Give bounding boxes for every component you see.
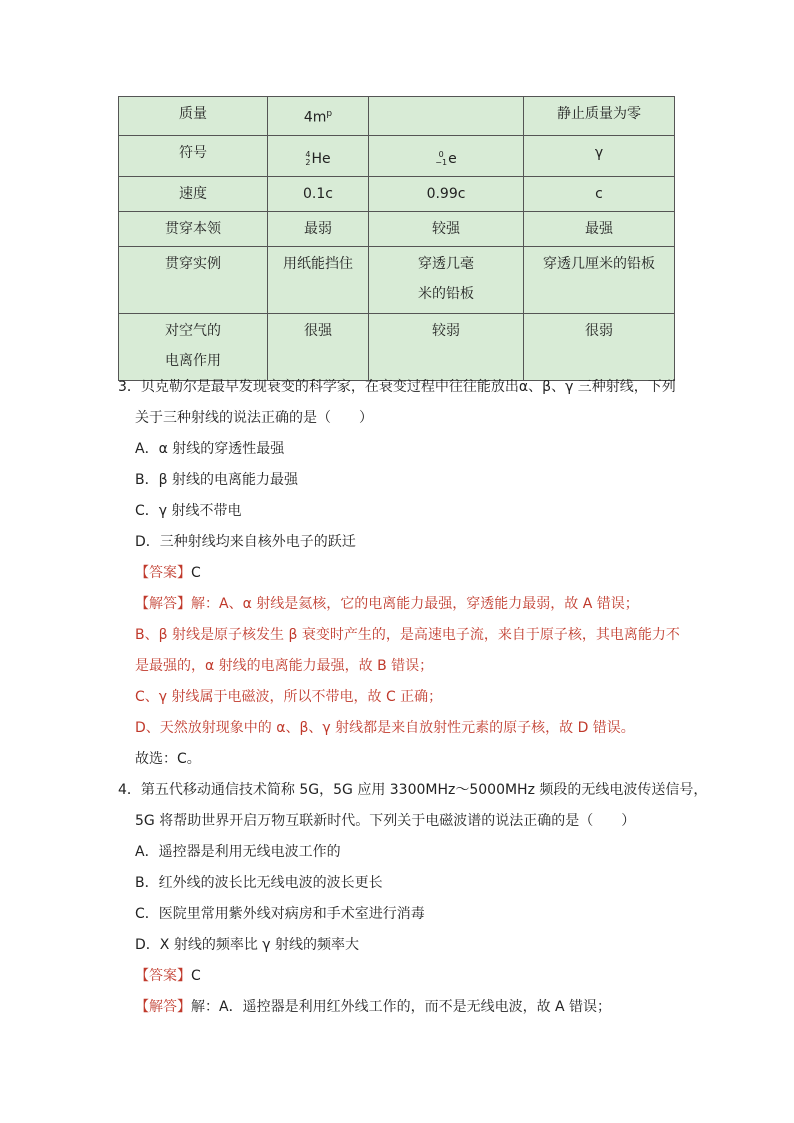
table-cell: 用纸能挡住 [268,246,369,313]
table-row [119,246,675,313]
mass-subscript: p [326,109,333,119]
answer-tag: 【答案】 [135,565,191,581]
option-b: B．β 射线的电离能力最强 [135,472,298,488]
particle-symbol: e [448,150,457,167]
analysis [118,992,678,1023]
table-row [119,211,675,246]
table-cell: 最弱 [268,211,369,246]
answer [118,558,678,589]
table-cell: 很强 [268,313,369,380]
question-3 [118,372,678,775]
table-cell: 符号 [119,135,268,176]
question-stem: 3．贝克勒尔是最早发现衰变的科学家，在衰变过程中往往能放出α、β、γ 三种射线，下列 [118,379,676,395]
table-cell [369,135,524,176]
table-cell: 贯穿本领 [119,211,268,246]
table-cell [369,97,524,136]
charge-number: −1 [435,157,448,167]
option-d: D．X 射线的频率比 γ 射线的频率大 [135,937,360,953]
option-c: C．γ 射线不带电 [135,503,242,519]
answer-value: C [191,968,201,984]
analysis-text: B、β 射线是原子核发生 β 衰变时产生的，是高速电子流，来自于原子核，其电离能力不 [135,627,680,643]
table-row [119,313,675,380]
analysis-text: C、γ 射线属于电磁波，所以不带电，故 C 正确； [135,689,443,705]
table-cell: 0.1c [268,176,369,211]
answer-tag: 【答案】 [135,968,191,984]
table-cell: 0.99c [369,176,524,211]
mass-number: 4 [305,149,311,159]
table-cell [369,246,524,313]
table-row [119,135,675,176]
question-stem: 4．第五代移动通信技术简称 5G，5G 应用 3300MHz～5000MHz 频段的无线电波传送信号， [118,782,708,798]
table-cell: 较弱 [369,313,524,380]
answer [118,961,678,992]
final-choice: 故选：C。 [135,751,201,767]
table-row [119,97,675,136]
option-d: D．三种射线均来自核外电子的跃迁 [135,534,356,550]
question-stem: 关于三种射线的说法正确的是（ ） [135,410,373,426]
analysis-text: 是最强的，α 射线的电离能力最强，故 B 错误； [135,658,434,674]
ray-properties-table [118,96,675,381]
analysis-text: 解：A．遥控器是利用红外线工作的，而不是无线电波，故 A 错误； [191,999,612,1015]
analysis [118,589,678,620]
analysis-text: 解：A、α 射线是氦核，它的电离能力最强，穿透能力最弱，故 A 错误； [191,596,639,612]
table-cell: 质量 [119,97,268,136]
table-cell [119,313,268,380]
option-b: B．红外线的波长比无线电波的波长更长 [135,875,383,891]
table-cell: 很弱 [524,313,675,380]
mass-value: 4m [303,109,327,126]
cell-line: 穿透几毫 [418,255,474,272]
table-cell: 较强 [369,211,524,246]
table-cell: 速度 [119,176,268,211]
analysis-text: D、天然放射现象中的 α、β、γ 射线都是来自放射性元素的原子核，故 D 错误。 [135,720,635,736]
analysis-tag: 【解答】 [135,596,191,612]
table-cell [268,97,369,136]
table-cell: 穿透几厘米的铅板 [524,246,675,313]
cell-line: 对空气的 [165,322,221,339]
table-cell: 静止质量为零 [524,97,675,136]
table-cell: c [524,176,675,211]
option-a: A．遥控器是利用无线电波工作的 [135,844,341,860]
helium-symbol [305,144,330,174]
table-row [119,176,675,211]
option-a: A．α 射线的穿透性最强 [135,441,285,457]
table-cell: 最强 [524,211,675,246]
question-4 [118,775,708,1023]
option-c: C．医院里常用紫外线对病房和手术室进行消毒 [135,906,425,922]
analysis-tag: 【解答】 [135,999,191,1015]
table-cell: 贯穿实例 [119,246,268,313]
question-stem: 5G 将帮助世界开启万物互联新时代。下列关于电磁波谱的说法正确的是（ ） [135,813,636,829]
table-cell: γ [524,135,675,176]
cell-line: 电离作用 [165,352,221,369]
answer-value: C [191,565,201,581]
cell-line: 米的铅板 [418,285,474,302]
mass-number: 0 [438,149,444,159]
electron-symbol [435,144,456,174]
table-cell [268,135,369,176]
element-symbol: He [311,150,331,167]
atomic-number: 2 [305,157,311,167]
